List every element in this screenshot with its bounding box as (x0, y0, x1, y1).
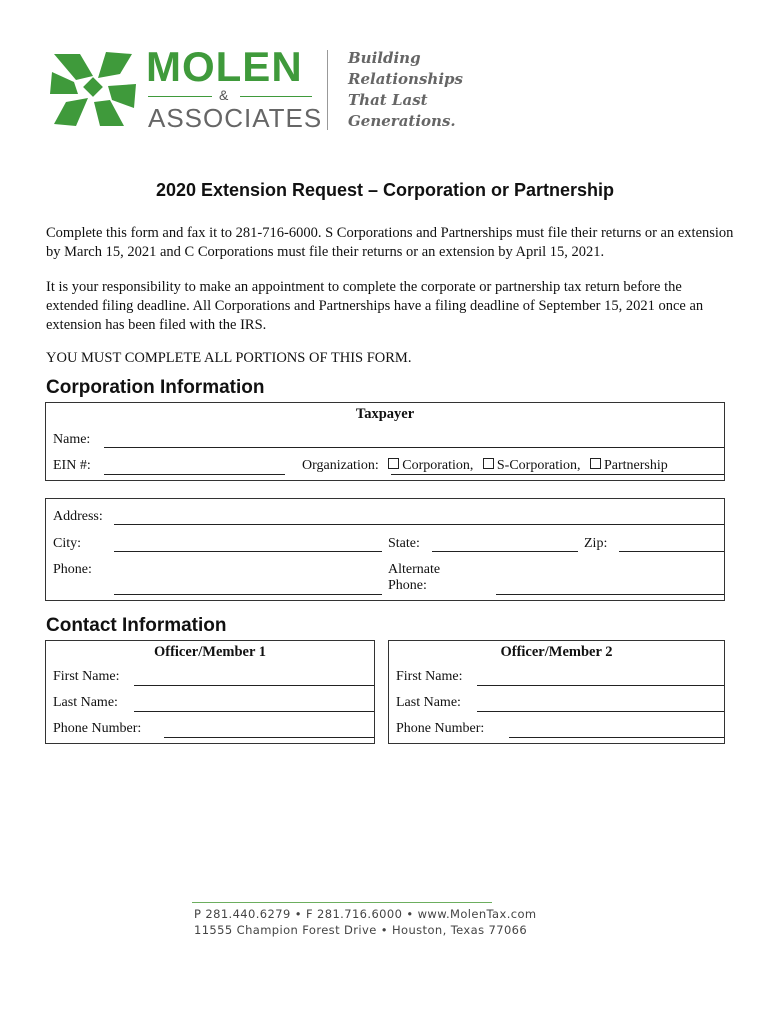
officer-2-last-name-label: Last Name: (396, 695, 461, 710)
s-corporation-option-label: S-Corporation, (496, 458, 581, 473)
address-label: Address: (53, 509, 103, 524)
address-field[interactable] (114, 524, 724, 525)
officer-2-last-name-field[interactable] (477, 711, 724, 712)
form-title: 2020 Extension Request – Corporation or Partnership (155, 180, 615, 200)
corporation-heading: Corporation Information (46, 377, 265, 398)
officer-1-last-name-field[interactable] (134, 711, 374, 712)
alternate-phone-label: Alternate Phone: (388, 562, 441, 593)
logo-rule-right (240, 96, 312, 97)
footer-address: 11555 Champion Forest Drive • Houston, Texas 77066 (194, 923, 528, 937)
organization-underline (391, 474, 724, 475)
partnership-checkbox[interactable] (590, 458, 601, 469)
address-box (45, 498, 725, 601)
corporation-checkbox[interactable] (388, 458, 399, 469)
logo-rule-left (148, 96, 212, 97)
corporation-option-label: Corporation, (402, 458, 474, 473)
officer-1-last-name-label: Last Name: (53, 695, 118, 710)
responsibility-paragraph: It is your responsibility to make an appointment to complete the corporate or partnership tax return before the extended filing deadline. All Corporations and Partnerships have a filing deadline of September 15, 2021 once an extension has been filed with the IRS. (46, 279, 704, 333)
officer-1-phone-label: Phone Number: (53, 721, 142, 736)
officer-2-box (388, 640, 725, 744)
zip-field[interactable] (619, 551, 724, 552)
footer-contact: P 281.440.6279 • F 281.716.6000 • www.MolenTax.com (194, 907, 537, 921)
state-label: State: (388, 536, 420, 551)
officer-1-first-name-field[interactable] (134, 685, 374, 686)
organization-options (302, 458, 668, 474)
officer-2-phone-label: Phone Number: (396, 721, 485, 736)
zip-label: Zip: (584, 536, 608, 551)
name-label: Name: (53, 432, 91, 447)
taxpayer-header: Taxpayer (355, 406, 415, 422)
logo-wordmark: MOLEN (146, 43, 303, 90)
city-field[interactable] (114, 551, 382, 552)
notice-text: YOU MUST COMPLETE ALL PORTIONS OF THIS FORM. (46, 350, 412, 366)
officer-1-box (45, 640, 375, 744)
alternate-phone-field[interactable] (496, 594, 724, 595)
ein-field[interactable] (104, 474, 285, 475)
intro-paragraph: Complete this form and fax it to 281-716-6000. S Corporations and Partnerships must file their returns or an extension by March 15, 2021 and C Corporations must file their returns or an extension by April 15, 2021. (46, 225, 734, 260)
officer-1-first-name-label: First Name: (53, 669, 120, 684)
footer-rule (192, 902, 492, 903)
officer-2-first-name-label: First Name: (396, 669, 463, 684)
phone-label: Phone: (53, 562, 92, 577)
logo-ampersand: & (219, 87, 229, 103)
officer-1-phone-field[interactable] (164, 737, 374, 738)
officer-2-phone-field[interactable] (509, 737, 724, 738)
partnership-option-label: Partnership (604, 458, 668, 473)
state-field[interactable] (432, 551, 578, 552)
officer-2-first-name-field[interactable] (477, 685, 724, 686)
s-corporation-checkbox[interactable] (483, 458, 494, 469)
taxpayer-box (45, 402, 725, 481)
phone-field[interactable] (114, 594, 382, 595)
organization-label: Organization: (302, 458, 379, 473)
logo-associates: ASSOCIATES (148, 103, 323, 133)
ein-label: EIN #: (53, 458, 91, 473)
officer-1-header: Officer/Member 1 (153, 644, 267, 660)
officer-2-header: Officer/Member 2 (500, 644, 613, 660)
logo-tagline: Building Relationships That Last Generations. (348, 49, 463, 130)
name-field[interactable] (104, 447, 724, 448)
city-label: City: (53, 536, 82, 551)
contact-heading: Contact Information (46, 615, 227, 636)
molen-logo-icon (50, 50, 136, 128)
logo-divider (327, 50, 328, 130)
